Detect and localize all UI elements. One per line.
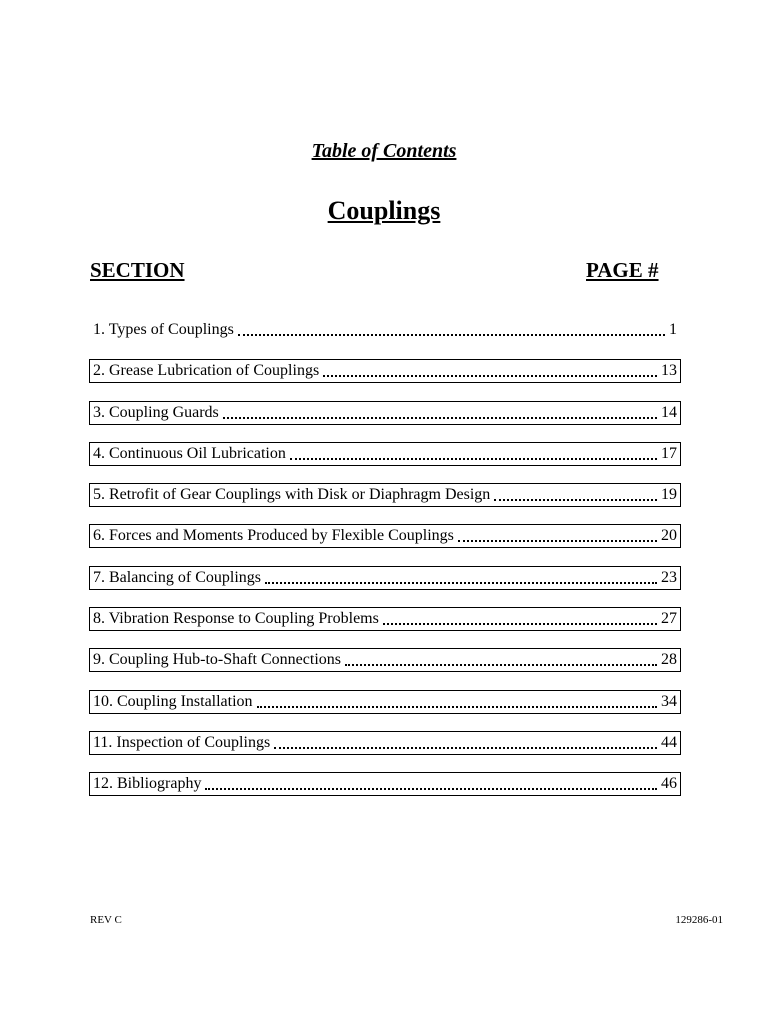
toc-entry[interactable] <box>89 401 681 425</box>
toc-entry-label: 6. Forces and Moments Produced by Flexible Couplings <box>93 527 454 545</box>
toc-entry[interactable] <box>89 524 681 548</box>
toc-entry[interactable] <box>89 648 681 672</box>
toc-entry-label: 5. Retrofit of Gear Couplings with Disk or Diaphragm Design <box>93 486 491 504</box>
toc-entry-page-number: 27 <box>661 610 677 628</box>
toc-entry-page-number: 46 <box>661 775 677 793</box>
dot-leader <box>265 582 657 584</box>
toc-entry-label: 11. Inspection of Couplings <box>93 733 271 751</box>
toc-entry[interactable] <box>89 566 681 590</box>
toc-entry-label: 4. Continuous Oil Lubrication <box>93 444 286 462</box>
toc-entry[interactable] <box>89 772 681 796</box>
footer-document-number: 129286-01 <box>675 914 723 926</box>
toc-entry-label: 9. Coupling Hub-to-Shaft Connections <box>93 651 341 669</box>
dot-leader <box>458 540 657 542</box>
dot-leader <box>494 499 657 501</box>
dot-leader <box>383 623 657 625</box>
toc-entry[interactable] <box>89 731 681 755</box>
toc-entry[interactable] <box>89 318 681 342</box>
dot-leader <box>323 375 657 377</box>
toc-entry[interactable] <box>89 442 681 466</box>
toc-entry[interactable] <box>89 690 681 714</box>
toc-entry-label: 2. Grease Lubrication of Couplings <box>93 362 320 380</box>
document-title: Couplings <box>327 196 441 225</box>
dot-leader <box>290 458 657 460</box>
toc-entry-label: 3. Coupling Guards <box>93 403 219 421</box>
toc-entry-page-number: 1 <box>669 321 677 338</box>
toc-entry-page-number: 19 <box>661 486 677 504</box>
dot-leader <box>257 706 657 708</box>
toc-entry-label: 10. Coupling Installation <box>93 692 253 710</box>
toc-entry-page-number: 17 <box>661 444 677 462</box>
toc-entry-label: 1. Types of Couplings <box>93 321 234 338</box>
dot-leader <box>223 417 657 419</box>
toc-entries <box>89 318 681 814</box>
toc-entry-page-number: 28 <box>661 651 677 669</box>
toc-entry-label: 7. Balancing of Couplings <box>93 568 261 586</box>
toc-entry-page-number: 14 <box>661 403 677 421</box>
page-column-header: PAGE # <box>586 258 659 282</box>
dot-leader <box>238 334 665 336</box>
toc-entry-label: 12. Bibliography <box>93 775 202 793</box>
toc-entry-label: 8. Vibration Response to Coupling Problems <box>93 610 379 628</box>
toc-entry-page-number: 44 <box>661 733 677 751</box>
toc-entry[interactable] <box>89 483 681 507</box>
dot-leader <box>274 747 657 749</box>
toc-entry-page-number: 34 <box>661 692 677 710</box>
dot-leader <box>205 788 657 790</box>
toc-entry[interactable] <box>89 607 681 631</box>
toc-entry-page-number: 20 <box>661 527 677 545</box>
section-column-header: SECTION <box>90 258 185 282</box>
footer-revision: REV C <box>90 914 122 926</box>
toc-title: Table of Contents <box>311 140 457 162</box>
toc-entry[interactable] <box>89 359 681 383</box>
dot-leader <box>345 664 657 666</box>
toc-entry-page-number: 13 <box>661 362 677 380</box>
toc-entry-page-number: 23 <box>661 568 677 586</box>
